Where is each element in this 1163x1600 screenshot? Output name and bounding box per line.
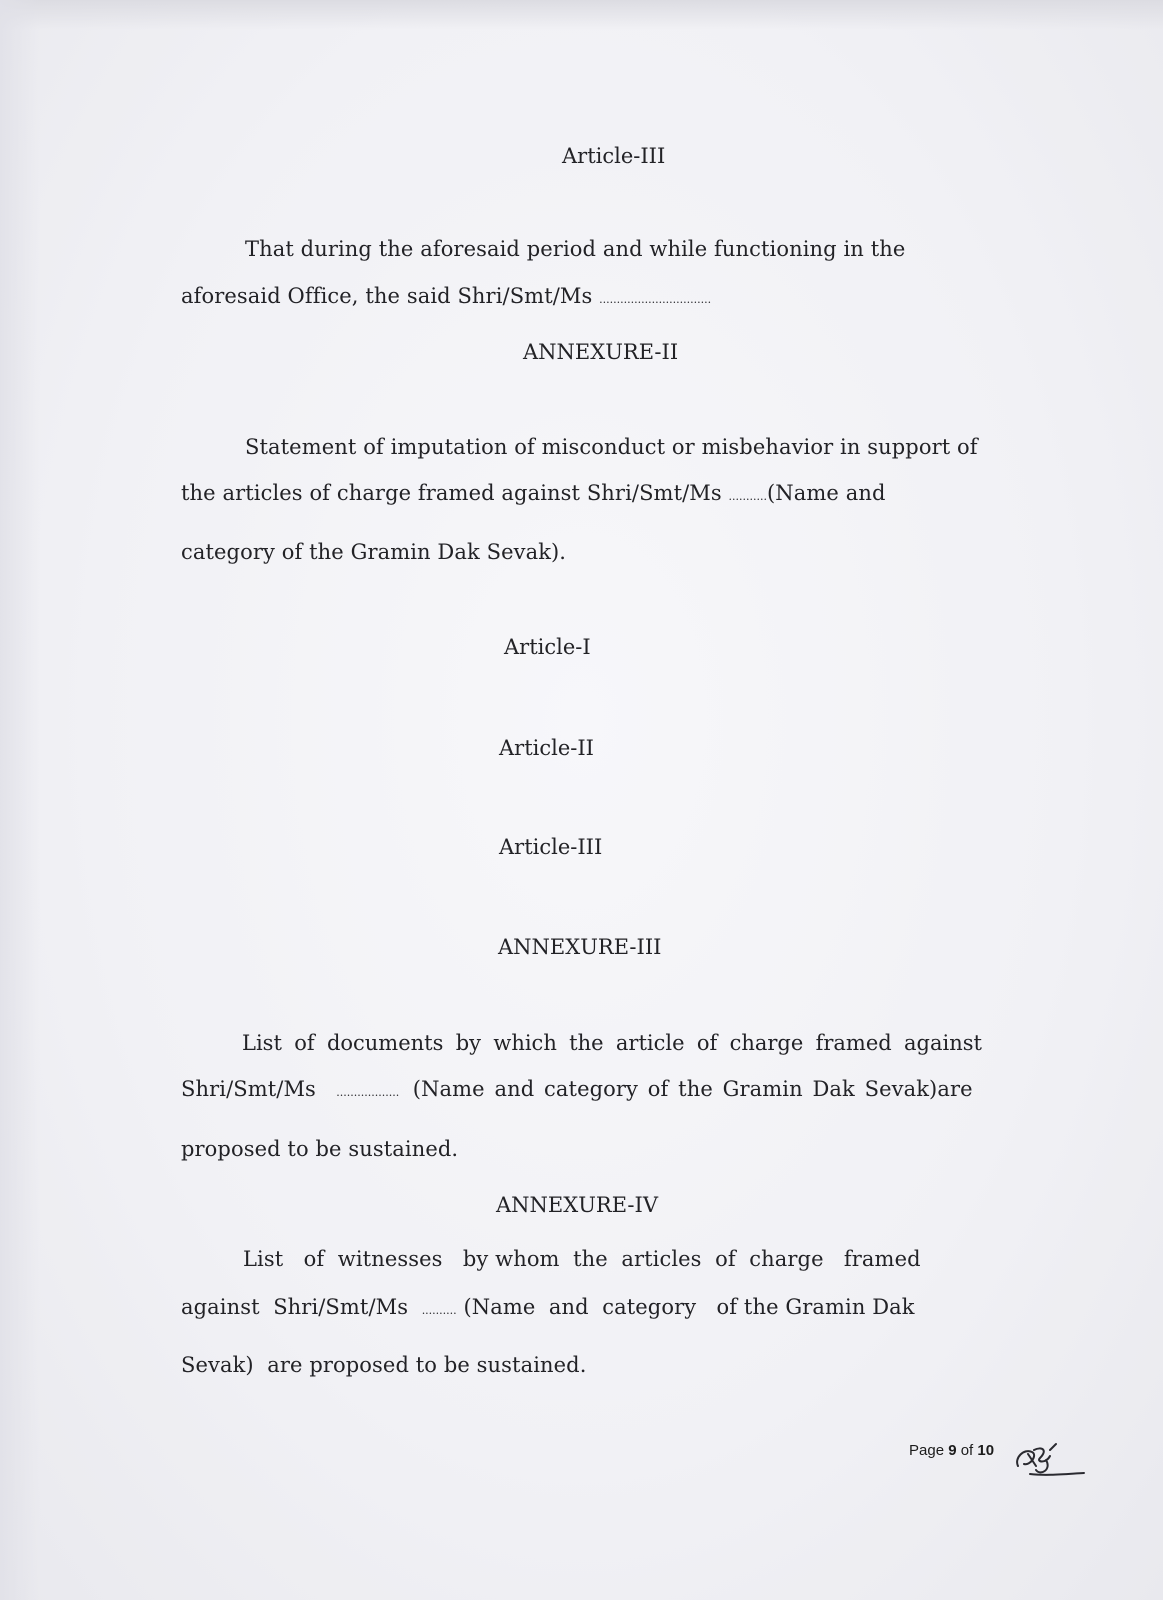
- annexure-ii-line-2: [181, 480, 886, 510]
- page-number-prefix: Page: [909, 1442, 949, 1459]
- word: against: [904, 1031, 982, 1055]
- annexure-iv-line-2-tail: (Name and category of the Gramin Dak: [463, 1295, 915, 1319]
- annexure-iv-line-3: Sevak) are proposed to be sustained.: [181, 1353, 587, 1377]
- annexure-iv-line-1: List of witnesses by whom the articles of charge framed: [243, 1247, 921, 1271]
- annexure-iii-line-1: [242, 1030, 982, 1056]
- word: charge: [729, 1031, 804, 1055]
- page-number-of: of: [956, 1442, 978, 1459]
- annexure-iii-line-3: proposed to be sustained.: [181, 1137, 459, 1161]
- article-iii-line-1: That during the aforesaid period and while functioning in the: [245, 237, 906, 261]
- article-iii-line-2-text: aforesaid Office, the said Shri/Smt/Ms: [181, 284, 593, 308]
- annexure-ii-article-3: Article-III: [499, 835, 603, 859]
- annexure-ii-line-2-tail: (Name and: [767, 481, 886, 505]
- article-iii-line-2-dots: ................................: [599, 293, 712, 306]
- page-number-current: 9: [948, 1442, 957, 1459]
- annexure-iii-line-2-dots: ..................: [336, 1086, 400, 1099]
- annexure-iii-line-2-text: Shri/Smt/Ms: [181, 1077, 316, 1101]
- handwritten-signature: [1010, 1436, 1090, 1486]
- scan-shadow-left: [0, 0, 40, 1600]
- annexure-iv-line-2: [181, 1294, 915, 1324]
- annexure-ii-line-2-text: the articles of charge framed against Shri/Smt/Ms: [181, 481, 722, 505]
- word: of: [294, 1031, 315, 1055]
- word: by: [455, 1031, 482, 1055]
- annexure-iv-heading: ANNEXURE-IV: [496, 1193, 658, 1217]
- word: the: [569, 1031, 604, 1055]
- annexure-ii-heading: ANNEXURE-II: [523, 340, 679, 364]
- article-iii-line-2: [181, 283, 711, 313]
- annexure-ii-line-1: Statement of imputation of misconduct or misbehavior in support of: [245, 435, 978, 459]
- annexure-iv-line-2-text: against Shri/Smt/Ms: [181, 1295, 409, 1319]
- page-number-total: 10: [977, 1442, 995, 1459]
- annexure-ii-article-1: Article-I: [504, 635, 591, 659]
- annexure-iii-line-2-tail: (Name and category of the Gramin Dak Sevak)are: [412, 1077, 973, 1101]
- annexure-ii-line-2-dots: ...........: [728, 490, 768, 503]
- word: documents: [326, 1031, 444, 1055]
- article-iii-heading: Article-III: [562, 144, 666, 168]
- scan-shadow-top: [0, 0, 1163, 30]
- word: of: [696, 1031, 718, 1055]
- annexure-iv-line-2-dots: ..........: [421, 1304, 457, 1317]
- annexure-iii-line-2: [181, 1076, 973, 1106]
- annexure-iii-heading: ANNEXURE-III: [498, 935, 662, 959]
- annexure-ii-article-2: Article-II: [499, 736, 594, 760]
- word: article: [615, 1031, 685, 1055]
- word: framed: [815, 1031, 892, 1055]
- word: List: [242, 1031, 282, 1055]
- annexure-ii-line-3: category of the Gramin Dak Sevak).: [181, 540, 567, 564]
- page-number: [909, 1442, 994, 1459]
- word: which: [493, 1031, 557, 1055]
